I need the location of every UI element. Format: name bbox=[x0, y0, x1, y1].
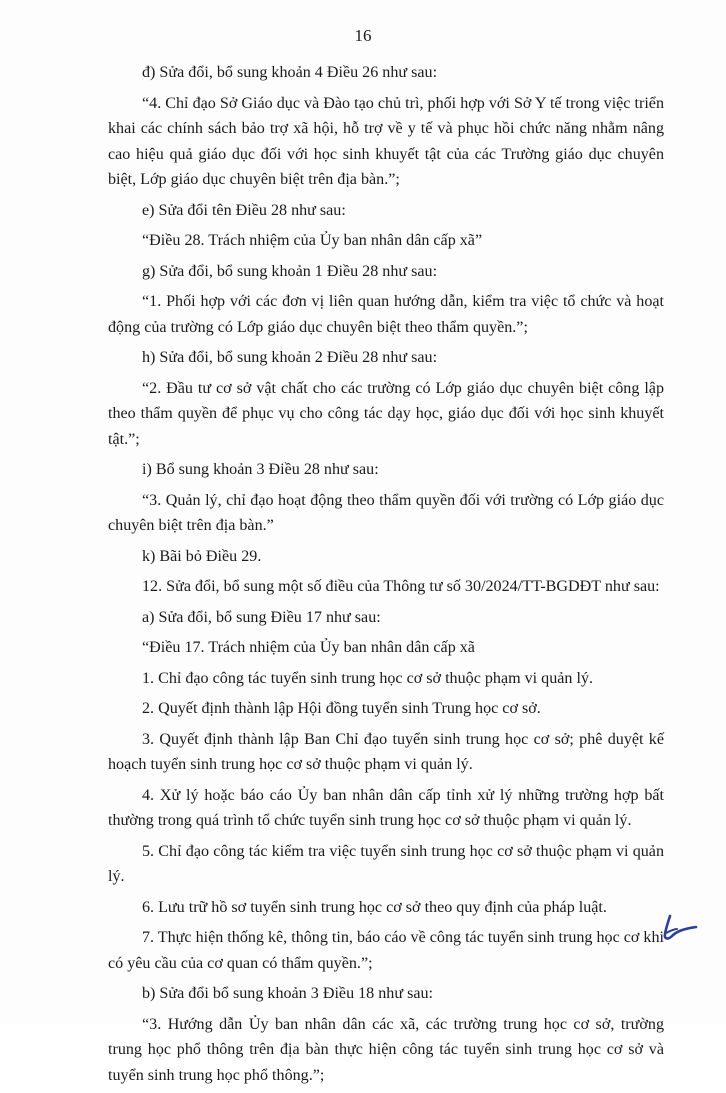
paragraph: “2. Đầu tư cơ sở vật chất cho các trường có Lớp giáo dục chuyên biệt công lập theo thẩm quyền để phục vụ cho công tác dạy học, giáo dục đối với học sinh khuyết tật.”; bbox=[108, 379, 664, 448]
paragraph: “1. Phối hợp với các đơn vị liên quan hướng dẫn, kiểm tra việc tổ chức và hoạt động của trường có Lớp giáo dục chuyên biệt theo thẩm quyền.”; bbox=[108, 293, 664, 336]
initials-signature-icon bbox=[652, 912, 700, 946]
page-number: 16 bbox=[354, 26, 372, 45]
paragraph: k) Bãi bỏ Điều 29. bbox=[142, 547, 262, 565]
paragraph: “Điều 28. Trách nhiệm của Ủy ban nhân dân cấp xã” bbox=[142, 232, 483, 249]
paragraph: “4. Chỉ đạo Sở Giáo dục và Đào tạo chủ trì, phối hợp với Sở Y tế trong việc triển khai các chính sách bảo trợ xã hội, hỗ trợ về y tế và phục hồi chức năng nhằm nâng cao hiệu quả giáo dục đối với học sinh khuyết tật của các Trường giáo dục chuyên biệt, Lớp giáo dục chuyên biệt trên địa bàn.”; bbox=[108, 94, 664, 188]
paragraph: đ) Sửa đổi, bổ sung khoản 4 Điều 26 như sau: bbox=[142, 64, 438, 81]
paragraph: 6. Lưu trữ hồ sơ tuyển sinh trung học cơ sở theo quy định của pháp luật. bbox=[142, 898, 607, 916]
paragraph: 1. Chỉ đạo công tác tuyển sinh trung học cơ sở thuộc phạm vi quản lý. bbox=[142, 669, 594, 687]
paragraph: 3. Quyết định thành lập Ban Chỉ đạo tuyển sinh trung học cơ sở; phê duyệt kế hoạch tuyển sinh trung học cơ sở thuộc phạm vi quản lý. bbox=[108, 730, 664, 773]
paragraph: “Điều 17. Trách nhiệm của Ủy ban nhân dân cấp xã bbox=[142, 639, 475, 656]
paragraph: “3. Quản lý, chỉ đạo hoạt động theo thẩm quyền đối với trường có Lớp giáo dục chuyên biệt trên địa bàn.” bbox=[108, 491, 664, 534]
paragraph: b) Sửa đổi bổ sung khoản 3 Điều 18 như sau: bbox=[142, 985, 434, 1002]
paragraph: 7. Thực hiện thống kê, thông tin, báo cáo về công tác tuyển sinh trung học cơ khi có yêu cầu của cơ quan có thẩm quyền.”; bbox=[108, 929, 664, 972]
paragraph: “3. Hướng dẫn Ủy ban nhân dân các xã, các trường trung học cơ sở, trường trung học phổ thông trên địa bàn thực hiện công tác tuyển sinh trung học cơ sở và tuyển sinh trung học phổ thông.”; bbox=[108, 1015, 664, 1084]
paragraph: h) Sửa đổi, bổ sung khoản 2 Điều 28 như sau: bbox=[142, 349, 438, 366]
paragraph: 4. Xử lý hoặc báo cáo Ủy ban nhân dân cấp tỉnh xử lý những trường hợp bất thường trong quá trình tổ chức tuyển sinh trung học cơ sở thuộc phạm vi quản lý. bbox=[108, 786, 664, 829]
paragraph: 12. Sửa đổi, bổ sung một số điều của Thông tư số 30/2024/TT-BGDĐT như sau: bbox=[142, 578, 660, 595]
paragraph: 5. Chỉ đạo công tác kiểm tra việc tuyển sinh trung học cơ sở thuộc phạm vi quản lý. bbox=[108, 842, 664, 885]
paragraph: g) Sửa đổi, bổ sung khoản 1 Điều 28 như sau: bbox=[142, 262, 438, 280]
paragraph: a) Sửa đổi, bổ sung Điều 17 như sau: bbox=[142, 608, 381, 626]
paragraph: 2. Quyết định thành lập Hội đồng tuyển sinh Trung học cơ sở. bbox=[142, 700, 541, 717]
document-body bbox=[108, 60, 664, 1093]
paragraph: i) Bổ sung khoản 3 Điều 28 như sau: bbox=[142, 461, 379, 478]
paragraph: e) Sửa đổi tên Điều 28 như sau: bbox=[142, 201, 346, 219]
